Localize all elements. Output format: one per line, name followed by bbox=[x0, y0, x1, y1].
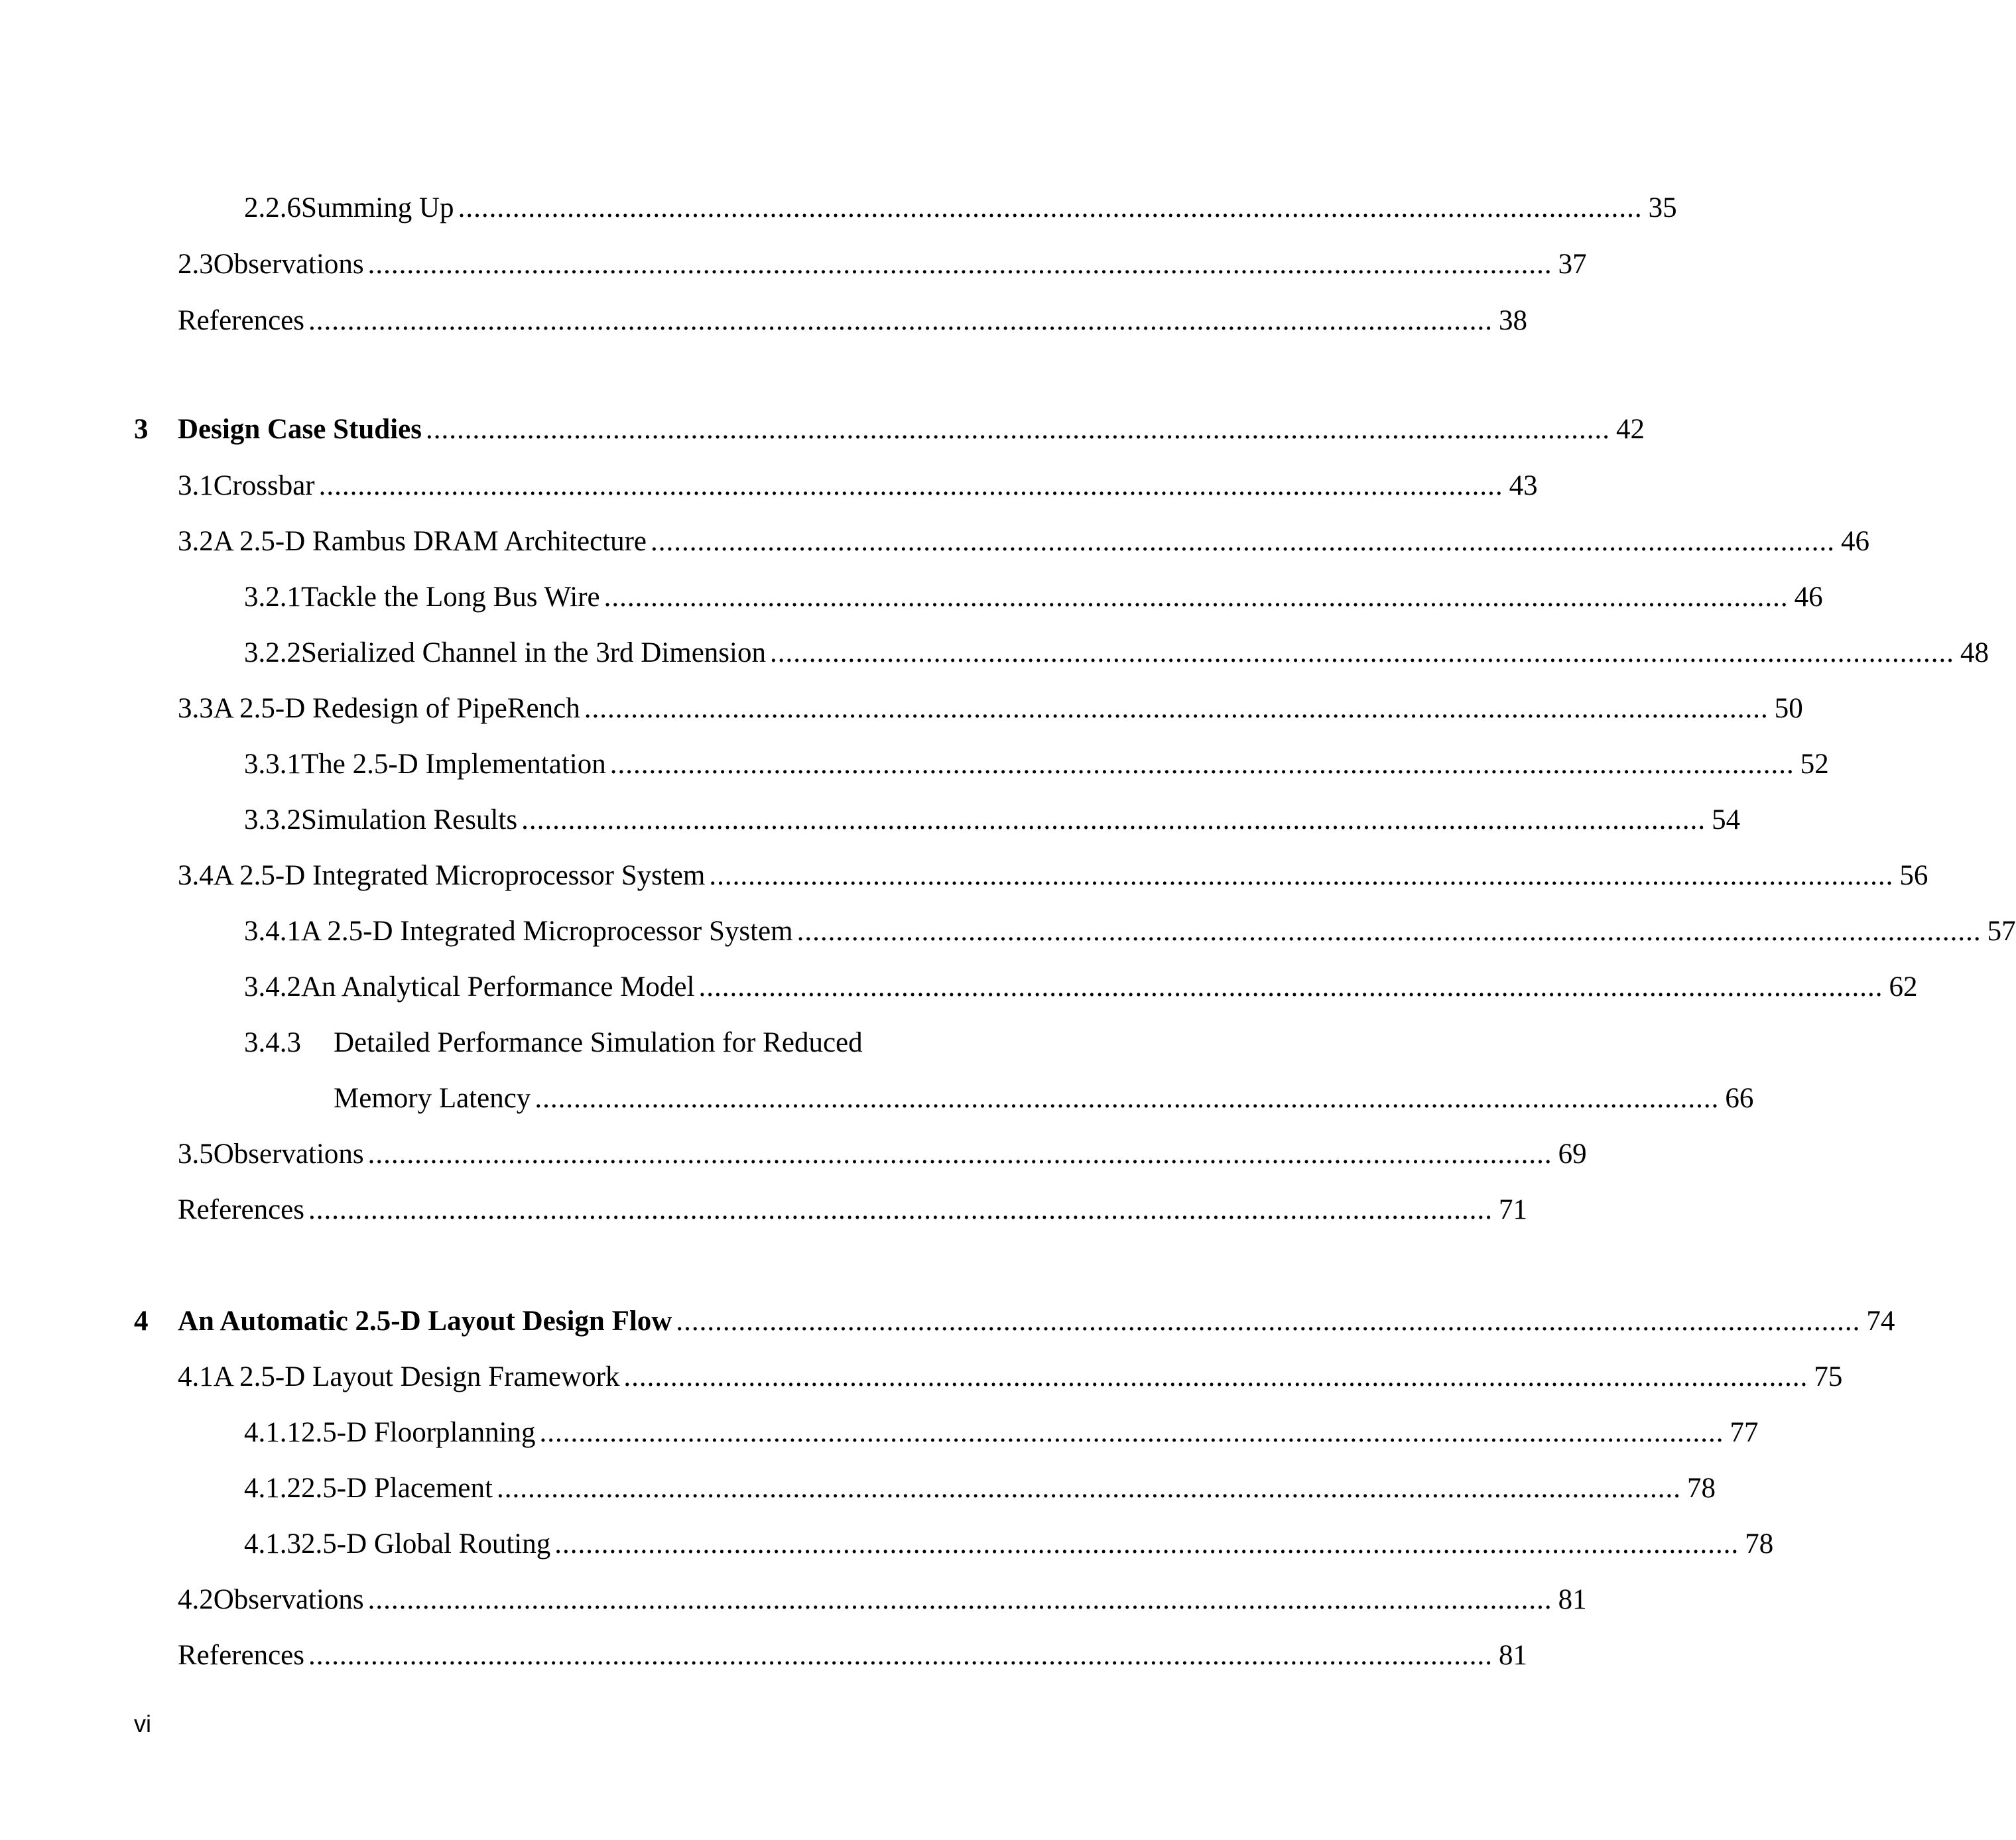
toc-chapter-entry bbox=[178, 1302, 1895, 1341]
dot-leader: ........................................................................................................................................................ bbox=[308, 1640, 1493, 1671]
dot-leader: ........................................................................................................................................................ bbox=[769, 637, 1954, 668]
toc-entry bbox=[178, 466, 1538, 506]
entry-number: 3.2 bbox=[178, 526, 214, 557]
entry-number: 3.4.2 bbox=[244, 971, 301, 1003]
entry-number: 3.3.2 bbox=[244, 804, 301, 835]
page-number: 66 bbox=[1725, 1083, 1754, 1114]
dot-leader: ........................................................................................................................................................ bbox=[367, 1584, 1552, 1615]
dot-leader: ........................................................................................................................................................ bbox=[425, 414, 1610, 445]
dot-leader: ........................................................................................................................................................ bbox=[521, 804, 1706, 835]
dot-leader: ........................................................................................................................................................ bbox=[367, 1138, 1552, 1170]
page-number: 81 bbox=[1558, 1584, 1587, 1615]
entry-number: 3.4 bbox=[178, 860, 214, 891]
toc-chapter-entry bbox=[178, 410, 1645, 450]
toc-entry bbox=[244, 578, 1823, 617]
toc-entry bbox=[244, 1524, 1774, 1564]
entry-title: Summing Up bbox=[301, 192, 454, 223]
entry-number: 4.1.1 bbox=[244, 1417, 301, 1448]
entry-title: A 2.5-D Layout Design Framework bbox=[213, 1361, 620, 1392]
entry-title: The 2.5-D Implementation bbox=[301, 749, 606, 780]
page-number: 57 bbox=[1987, 916, 2016, 947]
toc-entry bbox=[178, 856, 1928, 896]
page-number: 78 bbox=[1686, 1473, 1716, 1504]
page-number: 71 bbox=[1498, 1194, 1527, 1225]
entry-title: Memory Latency bbox=[334, 1083, 531, 1114]
dot-leader: ........................................................................................................................................................ bbox=[458, 192, 1643, 223]
dot-leader: ........................................................................................................................................................ bbox=[584, 693, 1769, 724]
page-number: 77 bbox=[1730, 1417, 1759, 1448]
dot-leader: ........................................................................................................................................................ bbox=[603, 582, 1789, 613]
dot-leader: ........................................................................................................................................................ bbox=[651, 526, 1836, 557]
entry-number: 3.2.2 bbox=[244, 637, 301, 668]
page-number: 52 bbox=[1800, 749, 1829, 780]
entry-number: 3.4.1 bbox=[244, 916, 301, 947]
dot-leader: ........................................................................................................................................................ bbox=[308, 1194, 1493, 1225]
toc-entry bbox=[244, 912, 2016, 951]
entry-number: 4.2 bbox=[178, 1584, 214, 1615]
page-number: 38 bbox=[1498, 305, 1527, 336]
dot-leader: ........................................................................................................................................................ bbox=[554, 1528, 1739, 1560]
chapter-number: 4 bbox=[134, 1306, 149, 1337]
dot-leader: ........................................................................................................................................................ bbox=[698, 971, 1883, 1003]
entry-number: 4.1 bbox=[178, 1361, 214, 1392]
entry-number: 3.3 bbox=[178, 693, 214, 724]
toc-entry bbox=[178, 1357, 1843, 1397]
entry-title: A 2.5-D Redesign of PipeRench bbox=[213, 693, 580, 724]
toc-entry bbox=[244, 188, 1677, 228]
page-number: 62 bbox=[1889, 971, 1918, 1003]
folio-page-number: vi bbox=[134, 1710, 151, 1737]
entry-title: Tackle the Long Bus Wire bbox=[301, 582, 600, 613]
entry-title: A 2.5-D Integrated Microprocessor System bbox=[301, 916, 793, 947]
page-number: 35 bbox=[1648, 192, 1677, 223]
entry-number: 3.4.3 bbox=[244, 1027, 301, 1058]
entry-title: A 2.5-D Rambus DRAM Architecture bbox=[213, 526, 647, 557]
entry-title: References bbox=[178, 1640, 304, 1671]
toc-entry bbox=[178, 245, 1587, 284]
toc-entry-multiline bbox=[244, 1023, 863, 1063]
entry-title: Observations bbox=[213, 1138, 364, 1170]
dot-leader: ........................................................................................................................................................ bbox=[367, 249, 1552, 280]
toc-entry bbox=[178, 1580, 1587, 1620]
entry-title: Detailed Performance Simulation for Reduced bbox=[334, 1027, 863, 1058]
entry-number: 4.1.3 bbox=[244, 1528, 301, 1560]
dot-leader: ........................................................................................................................................................ bbox=[676, 1306, 1861, 1337]
entry-title: Simulation Results bbox=[301, 804, 518, 835]
toc-entry bbox=[244, 1413, 1759, 1453]
dot-leader: ........................................................................................................................................................ bbox=[623, 1361, 1808, 1392]
toc-entry bbox=[244, 967, 1918, 1007]
page-number: 54 bbox=[1712, 804, 1741, 835]
entry-title: Serialized Channel in the 3rd Dimension bbox=[301, 637, 766, 668]
dot-leader: ........................................................................................................................................................ bbox=[609, 749, 1795, 780]
entry-title: References bbox=[178, 1194, 304, 1225]
entry-title: 2.5-D Global Routing bbox=[301, 1528, 551, 1560]
page-number: 78 bbox=[1745, 1528, 1774, 1560]
toc-entry-continuation bbox=[334, 1079, 1754, 1119]
toc-entry bbox=[244, 800, 1741, 840]
entry-title: Observations bbox=[213, 1584, 364, 1615]
dot-leader: ........................................................................................................................................................ bbox=[308, 305, 1493, 336]
chapter-title: Design Case Studies bbox=[178, 414, 422, 445]
page-number: 46 bbox=[1841, 526, 1870, 557]
entry-title: A 2.5-D Integrated Microprocessor System bbox=[213, 860, 706, 891]
page-number: 75 bbox=[1814, 1361, 1843, 1392]
entry-title: 2.5-D Placement bbox=[301, 1473, 493, 1504]
toc-entry bbox=[178, 1190, 1527, 1230]
chapter-title: An Automatic 2.5-D Layout Design Flow bbox=[178, 1306, 672, 1337]
page-number: 50 bbox=[1774, 693, 1803, 724]
entry-title: Observations bbox=[213, 249, 364, 280]
page-number: 37 bbox=[1558, 249, 1587, 280]
entry-number: 3.2.1 bbox=[244, 582, 301, 613]
entry-number: 3.3.1 bbox=[244, 749, 301, 780]
entry-title: An Analytical Performance Model bbox=[301, 971, 695, 1003]
dot-leader: ........................................................................................................................................................ bbox=[496, 1473, 1681, 1504]
entry-title: References bbox=[178, 305, 304, 336]
entry-title: Crossbar bbox=[213, 470, 315, 501]
dot-leader: ........................................................................................................................................................ bbox=[709, 860, 1894, 891]
entry-number: 3.5 bbox=[178, 1138, 214, 1170]
entry-number: 2.3 bbox=[178, 249, 214, 280]
page-number: 46 bbox=[1794, 582, 1823, 613]
dot-leader: ........................................................................................................................................................ bbox=[796, 916, 1982, 947]
toc-entry bbox=[178, 1636, 1527, 1676]
dot-leader: ........................................................................................................................................................ bbox=[539, 1417, 1724, 1448]
page-number: 81 bbox=[1498, 1640, 1527, 1671]
toc-entry bbox=[178, 522, 1870, 562]
entry-number: 4.1.2 bbox=[244, 1473, 301, 1504]
toc-entry bbox=[244, 1469, 1716, 1508]
page-number: 42 bbox=[1615, 414, 1645, 445]
entry-number: 2.2.6 bbox=[244, 192, 301, 223]
toc-entry bbox=[244, 633, 1989, 673]
page-number: 48 bbox=[1960, 637, 1989, 668]
toc-entry bbox=[178, 301, 1527, 341]
dot-leader: ........................................................................................................................................................ bbox=[318, 470, 1503, 501]
chapter-number: 3 bbox=[134, 414, 149, 445]
entry-number: 3.1 bbox=[178, 470, 214, 501]
page-number: 69 bbox=[1558, 1138, 1587, 1170]
toc-entry bbox=[178, 1135, 1587, 1174]
toc-entry bbox=[178, 689, 1803, 729]
entry-title: 2.5-D Floorplanning bbox=[301, 1417, 536, 1448]
dot-leader: ........................................................................................................................................................ bbox=[535, 1083, 1720, 1114]
page-number: 74 bbox=[1866, 1306, 1895, 1337]
page-number: 43 bbox=[1509, 470, 1538, 501]
page-number: 56 bbox=[1899, 860, 1928, 891]
toc-entry bbox=[244, 745, 1829, 784]
